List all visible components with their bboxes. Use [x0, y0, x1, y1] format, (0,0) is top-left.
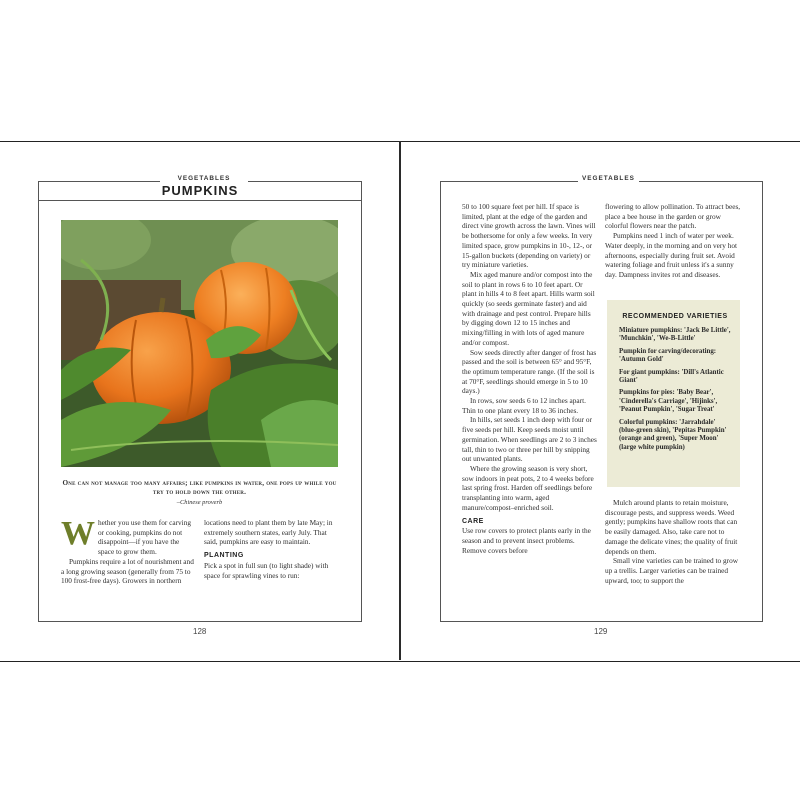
paragraph: Pick a spot in full sun (to light shade) with space for sprawling vines to run: — [204, 560, 329, 580]
paragraph: In rows, sow seeds 6 to 12 inches apart. Thin to one plant every 18 to 36 inches. — [462, 396, 586, 415]
paragraph: Small vine varieties can be trained to grow up a trellis. Larger varieties can be trained upward, too; to support the — [605, 556, 739, 585]
left-column-1 — [61, 515, 197, 586]
sidebar-item: For giant pumpkins: 'Dill's Atlantic Giant' — [619, 368, 724, 385]
title-rule — [38, 200, 362, 201]
recommended-varieties-sidebar — [607, 300, 740, 487]
sidebar-item: Miniature pumpkins: 'Jack Be Little', 'Munchkin', 'We-B-Little' — [619, 327, 731, 343]
paragraph: flowering to allow pollination. To attract bees, place a bee house in the garden or grow colorful flowers near the patch. — [605, 202, 741, 231]
paragraph: Mulch around plants to retain moisture, discourage pests, and suppress weeds. Weed gently; pumpkins have shallow roots that can be easily damaged. Also, take care not to damage the delicate vines; the quality of fruit depends on them. — [605, 498, 738, 556]
right-column-1 — [462, 202, 597, 555]
sidebar-item: Pumpkins for pies: 'Baby Bear', 'Cinderella's Carriage', 'Hijinks', 'Peanut Pumpkin', 'Sugar Treat' — [619, 389, 718, 414]
paragraph: Pumpkins require a lot of nourishment and a long growing season (generally from 75 to 100 frost-free days). Growers in northern — [61, 556, 194, 586]
paragraph: Mix aged manure and/or compost into the soil to plant in rows 6 to 10 feet apart. Or plant in hills 4 to 8 feet apart. Hills warm soil quickly (so seeds germinate faster) and aid with drainage and pest control. Prepare hills by digging down 12 to 15 inches and mixing/filling in with lots of aged manure and/or compost. — [462, 269, 595, 347]
page-title: PUMPKINS — [161, 183, 239, 198]
pumpkin-illustration — [61, 220, 338, 467]
left-running-head: VEGETABLES — [160, 175, 248, 182]
paragraph: Use row covers to protect plants early in the season and to prevent insect problems. Remove covers before — [462, 526, 591, 555]
drop-cap: W — [61, 515, 95, 552]
paragraph: Pumpkins need 1 inch of water per week. Water deeply, in the morning and on very hot afternoons, especially during fruit set. Avoid watering foliage and fruit unless it's a sunny day. Dampness invites rot and diseases. — [605, 231, 738, 279]
intro-paragraph — [61, 515, 197, 557]
paragraph: 50 to 100 square feet per hill. If space is limited, plant at the edge of the garden and direct vine growth across the lawn. Vines will be bothersome for only a few weeks. In very limited space, grow pumpkins in 10-, 12-, or 15-gallon buckets (depending on variety) or try miniature varieties. — [462, 202, 596, 270]
epigraph-quote: One can not manage too many affairs; like pumpkins in water, one pops up while you try to hold down the other. — [62, 479, 337, 496]
intro-text: hether you use them for carving or cooking, pumpkins do not disappoint—if you have the space to grow them. — [98, 518, 192, 557]
page-number-right: 129 — [594, 627, 608, 636]
paragraph: In hills, set seeds 1 inch deep with four or five seeds per hill. Keep seeds moist until germination. When seedlings are 2 to 3 inches tall, thin to two or three per hill by snipping out unwanted plants. — [462, 415, 597, 464]
paragraph: Sow seeds directly after danger of frost has passed and the soil is between 65° and 95°F, the optimum temperature range. (If the soil is at 70°F, seedlings should emerge in 5 to 10 days.) — [462, 347, 597, 396]
epigraph-source: –Chinese proverb — [176, 499, 223, 506]
book-gutter — [399, 141, 401, 660]
right-running-head: VEGETABLES — [578, 175, 639, 182]
sidebar-item: Colorful pumpkins: 'Jarrahdale' (blue-green skin), 'Pepitas Pumpkin' (orange and green), 'Super Moon' (large white pumpkin) — [619, 418, 727, 451]
right-column-2-top — [605, 202, 742, 280]
pumpkin-photo — [61, 220, 338, 467]
sidebar-item: Pumpkin for carving/decorating: 'Autumn Gold' — [619, 347, 717, 364]
section-heading-care: CARE — [462, 517, 484, 525]
paragraph: locations need to plant them by late May; in extremely southern states, early July. That said, pumpkins are easy to maintain. — [204, 518, 333, 547]
page-number-left: 128 — [193, 627, 207, 636]
sidebar-title: RECOMMENDED VARIETIES — [622, 313, 728, 320]
section-heading-planting: PLANTING — [204, 552, 244, 560]
right-column-2-bottom — [605, 498, 742, 585]
paragraph: Where the growing season is very short, sow indoors in peat pots, 2 to 4 weeks before last spring frost. Harden off seedlings before transplanting into warm, aged manure/compost–enriched soil. — [462, 463, 594, 512]
left-column-2 — [204, 518, 339, 580]
